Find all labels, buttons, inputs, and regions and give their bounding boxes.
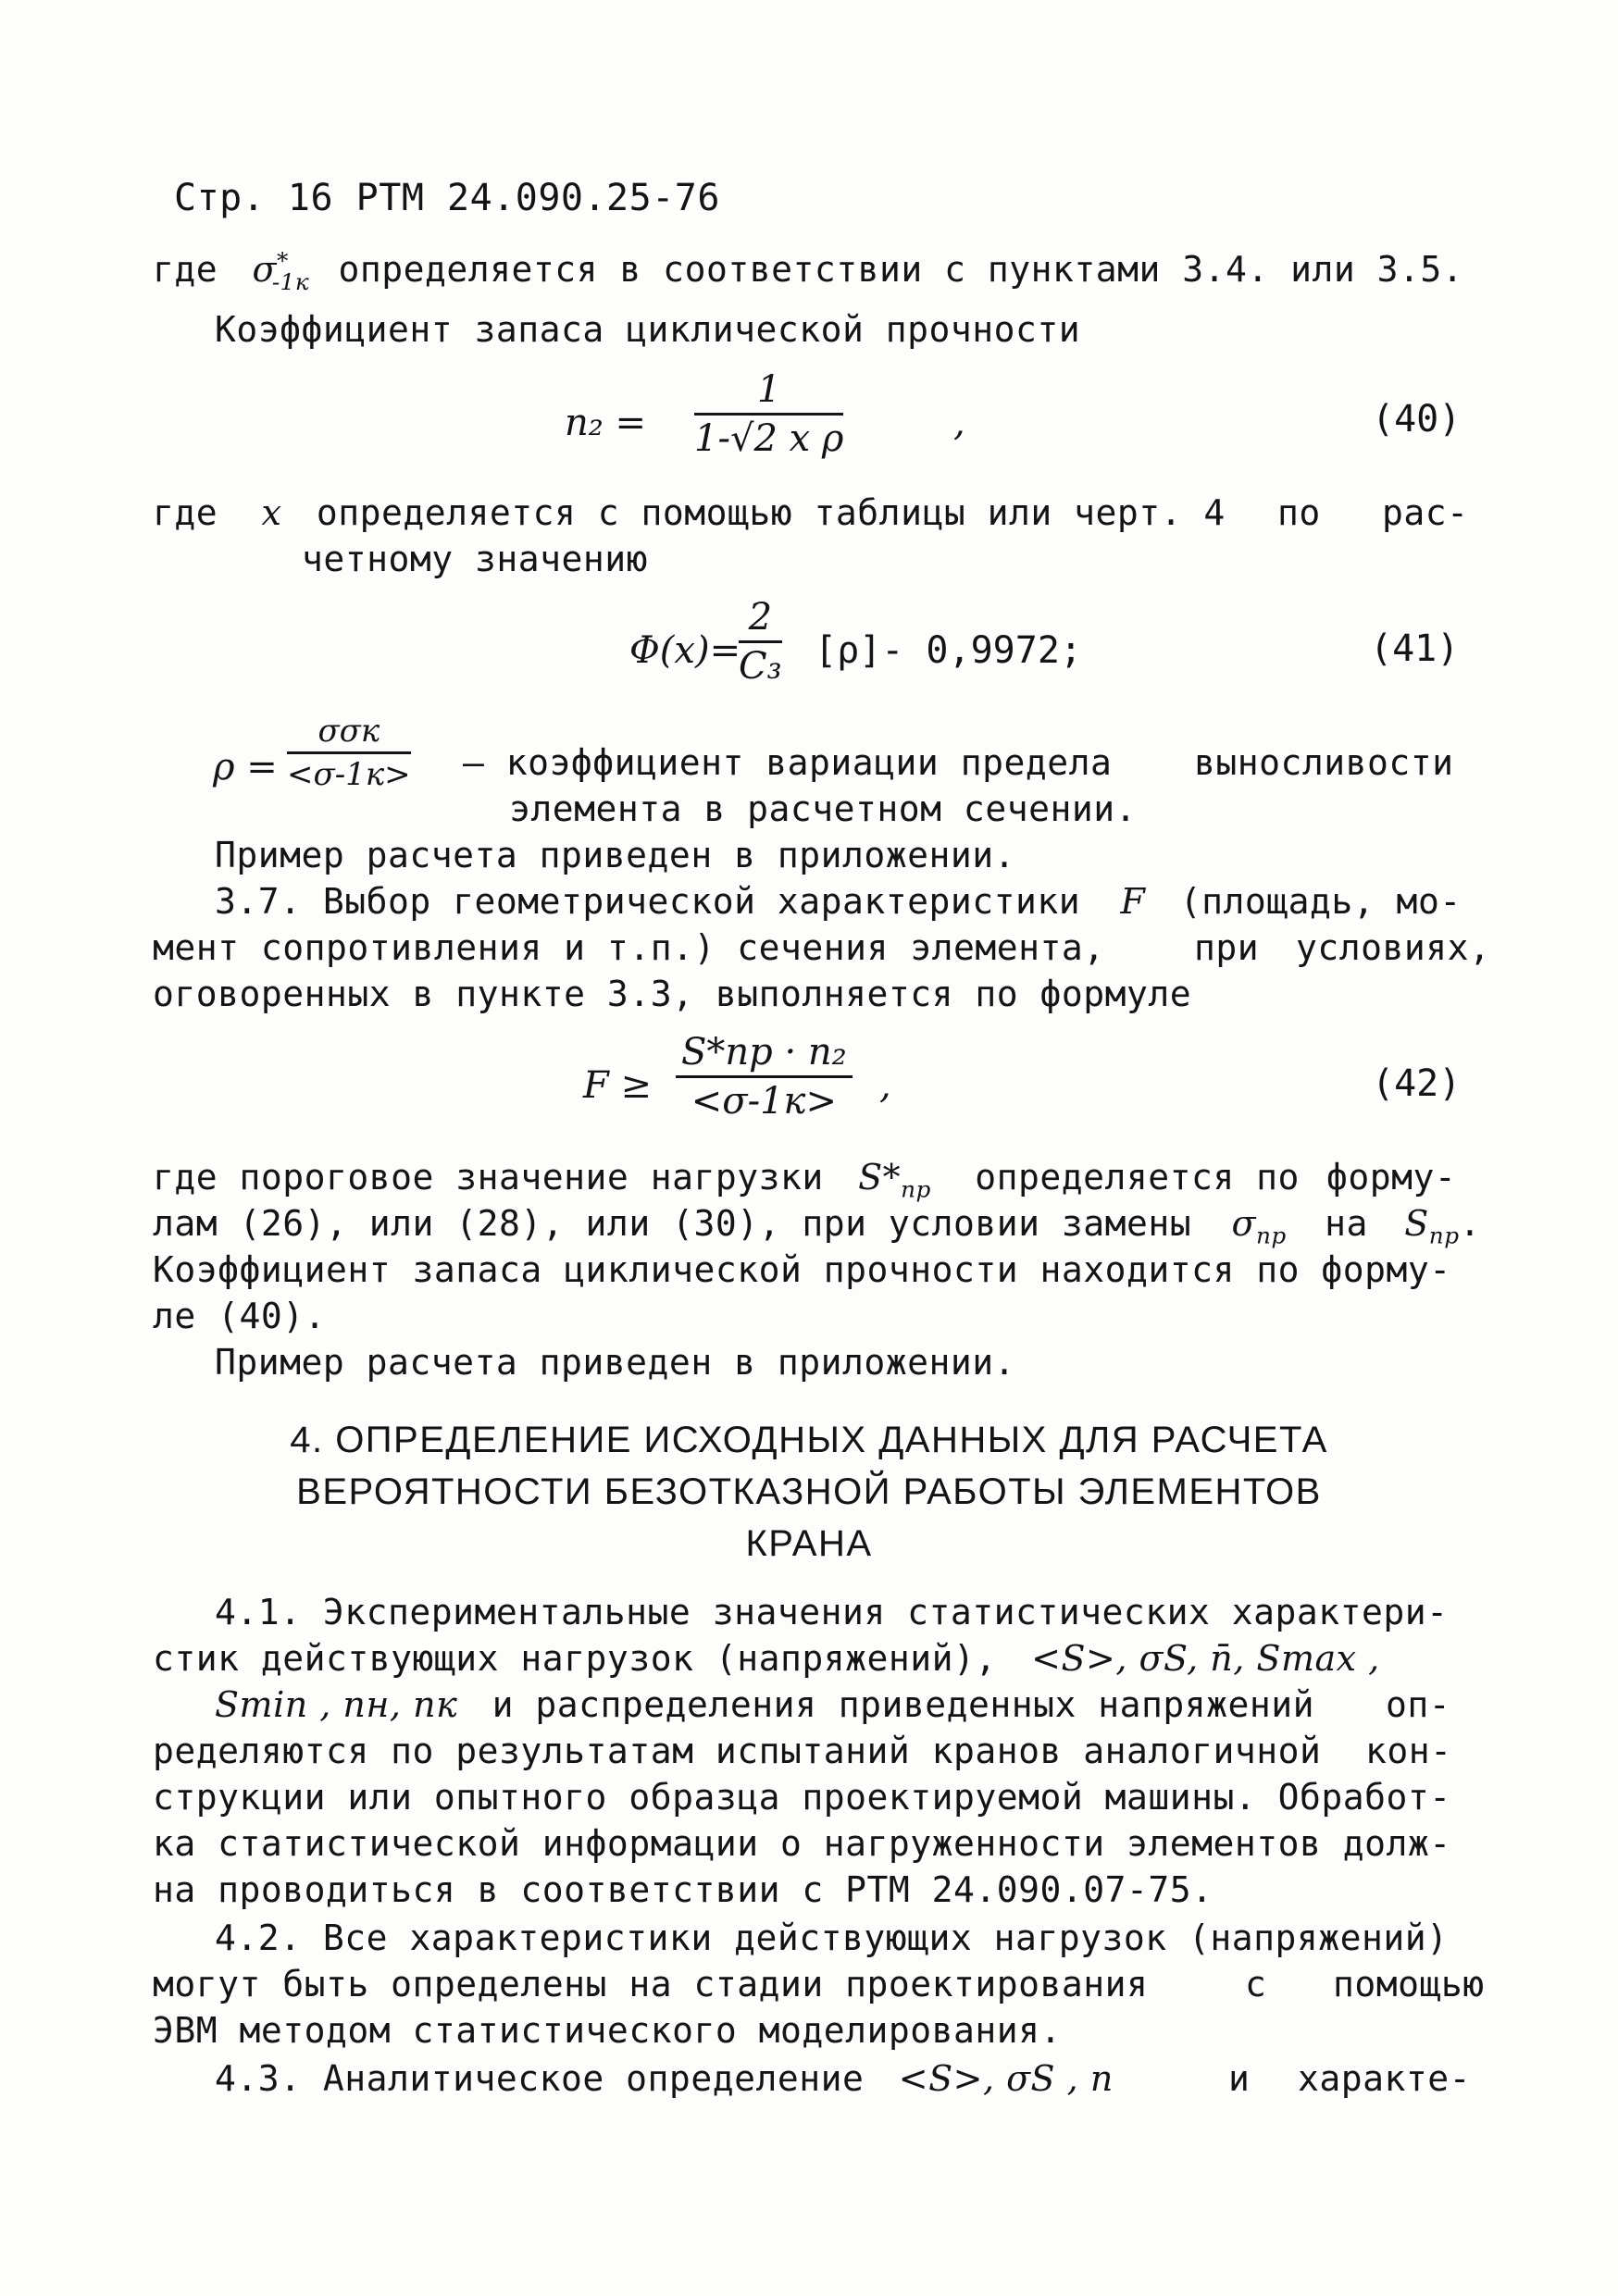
text-line: стик действующих нагрузок (напряжений), <S>, σS, n̄, Smax , (153, 1638, 1380, 1679)
text-line: ределяются по результатам испытаний кранов аналогичной кон- (153, 1731, 1452, 1771)
text-line: 4.1. Экспериментальные значения статистических характери- (215, 1592, 1449, 1632)
text-line: Smin , nн, nк и распределения приведенных напряжений оп- (215, 1684, 1451, 1725)
equation-number: (41) (1370, 627, 1460, 670)
text-line: лам (26), или (28), или (30), при условии замены $\sigma_{пр}$ на $S_{пр}$. (153, 1203, 1481, 1249)
text-line: где $\sigma^*_{-1к}$ определяется в соответствии с пунктами 3.4. или 3.5. (153, 247, 1464, 295)
text-line: струкции или опытного образца проектируемой машины. Обработ- (153, 1777, 1451, 1818)
text-line: элемента в расчетном сечении. (509, 788, 1137, 829)
text-line: 4.2. Все характеристики действующих нагрузок (напряжений) (215, 1917, 1449, 1958)
formula-41: Φ(x)= $\frac{2}{\text{C₃}}$ [ρ]- 0,9972; (629, 596, 1082, 688)
section-heading: КРАНА (745, 1523, 873, 1564)
section-heading: 4. ОПРЕДЕЛЕНИЕ ИСХОДНЫХ ДАННЫХ ДЛЯ РАСЧЕТА (290, 1420, 1328, 1460)
equation-number: (42) (1372, 1062, 1462, 1105)
text-line: ле (40). (153, 1296, 327, 1336)
text-line: ка статистической информации о нагруженности элементов долж- (153, 1823, 1451, 1864)
text-line: Коэффициент запаса циклической прочности (215, 309, 1081, 350)
text-line: где пороговое значение нагрузки $S*_{пр}$ определяется по форму- (153, 1157, 1457, 1203)
text-line: Пример расчета приведен в приложении. (215, 1342, 1015, 1383)
text-line: на проводиться в соответствии с РТМ 24.090.07-75. (153, 1869, 1214, 1910)
formula-40: n₂ = $\frac{1}{\text{1-√2 x ρ}}$ , (565, 368, 965, 460)
text-line: – коэффициент вариации предела выносливости (463, 742, 1454, 783)
formula-rho: ρ = σσк <σ-1к> (213, 713, 411, 793)
text-line: 4.3. Аналитическое определение <S>, σS , n и характе- (215, 2058, 1472, 2099)
text-line: могут быть определены на стадии проектирования с помощью (153, 1964, 1485, 2004)
text-line: 3.7. Выбор геометрической характеристики F (площадь, мо- (215, 881, 1462, 922)
text-line: оговоренных в пункте 3.3, выполняется по формуле (153, 974, 1192, 1014)
text-line: Коэффициент запаса циклической прочности находится по форму- (153, 1249, 1451, 1290)
equation-number: (40) (1372, 398, 1462, 441)
text-line: ЭВМ методом статистического моделирования. (153, 2010, 1062, 2051)
section-heading: ВЕРОЯТНОСТИ БЕЗОТКАЗНОЙ РАБОТЫ ЭЛЕМЕНТОВ (296, 1471, 1322, 1512)
page-header: Стр. 16 РТМ 24.090.25-76 (174, 177, 720, 219)
text-line: четному значению (302, 539, 649, 579)
text-line: где x определяется с помощью таблицы или черт. 4 по рас- (153, 492, 1469, 533)
text-line: Пример расчета приведен в приложении. (215, 835, 1015, 875)
text-line: мент сопротивления и т.п.) сечения элемента, при условиях, (153, 927, 1491, 968)
formula-42: F ≥ S*пр · n₂ <σ-1к> , (583, 1031, 891, 1123)
